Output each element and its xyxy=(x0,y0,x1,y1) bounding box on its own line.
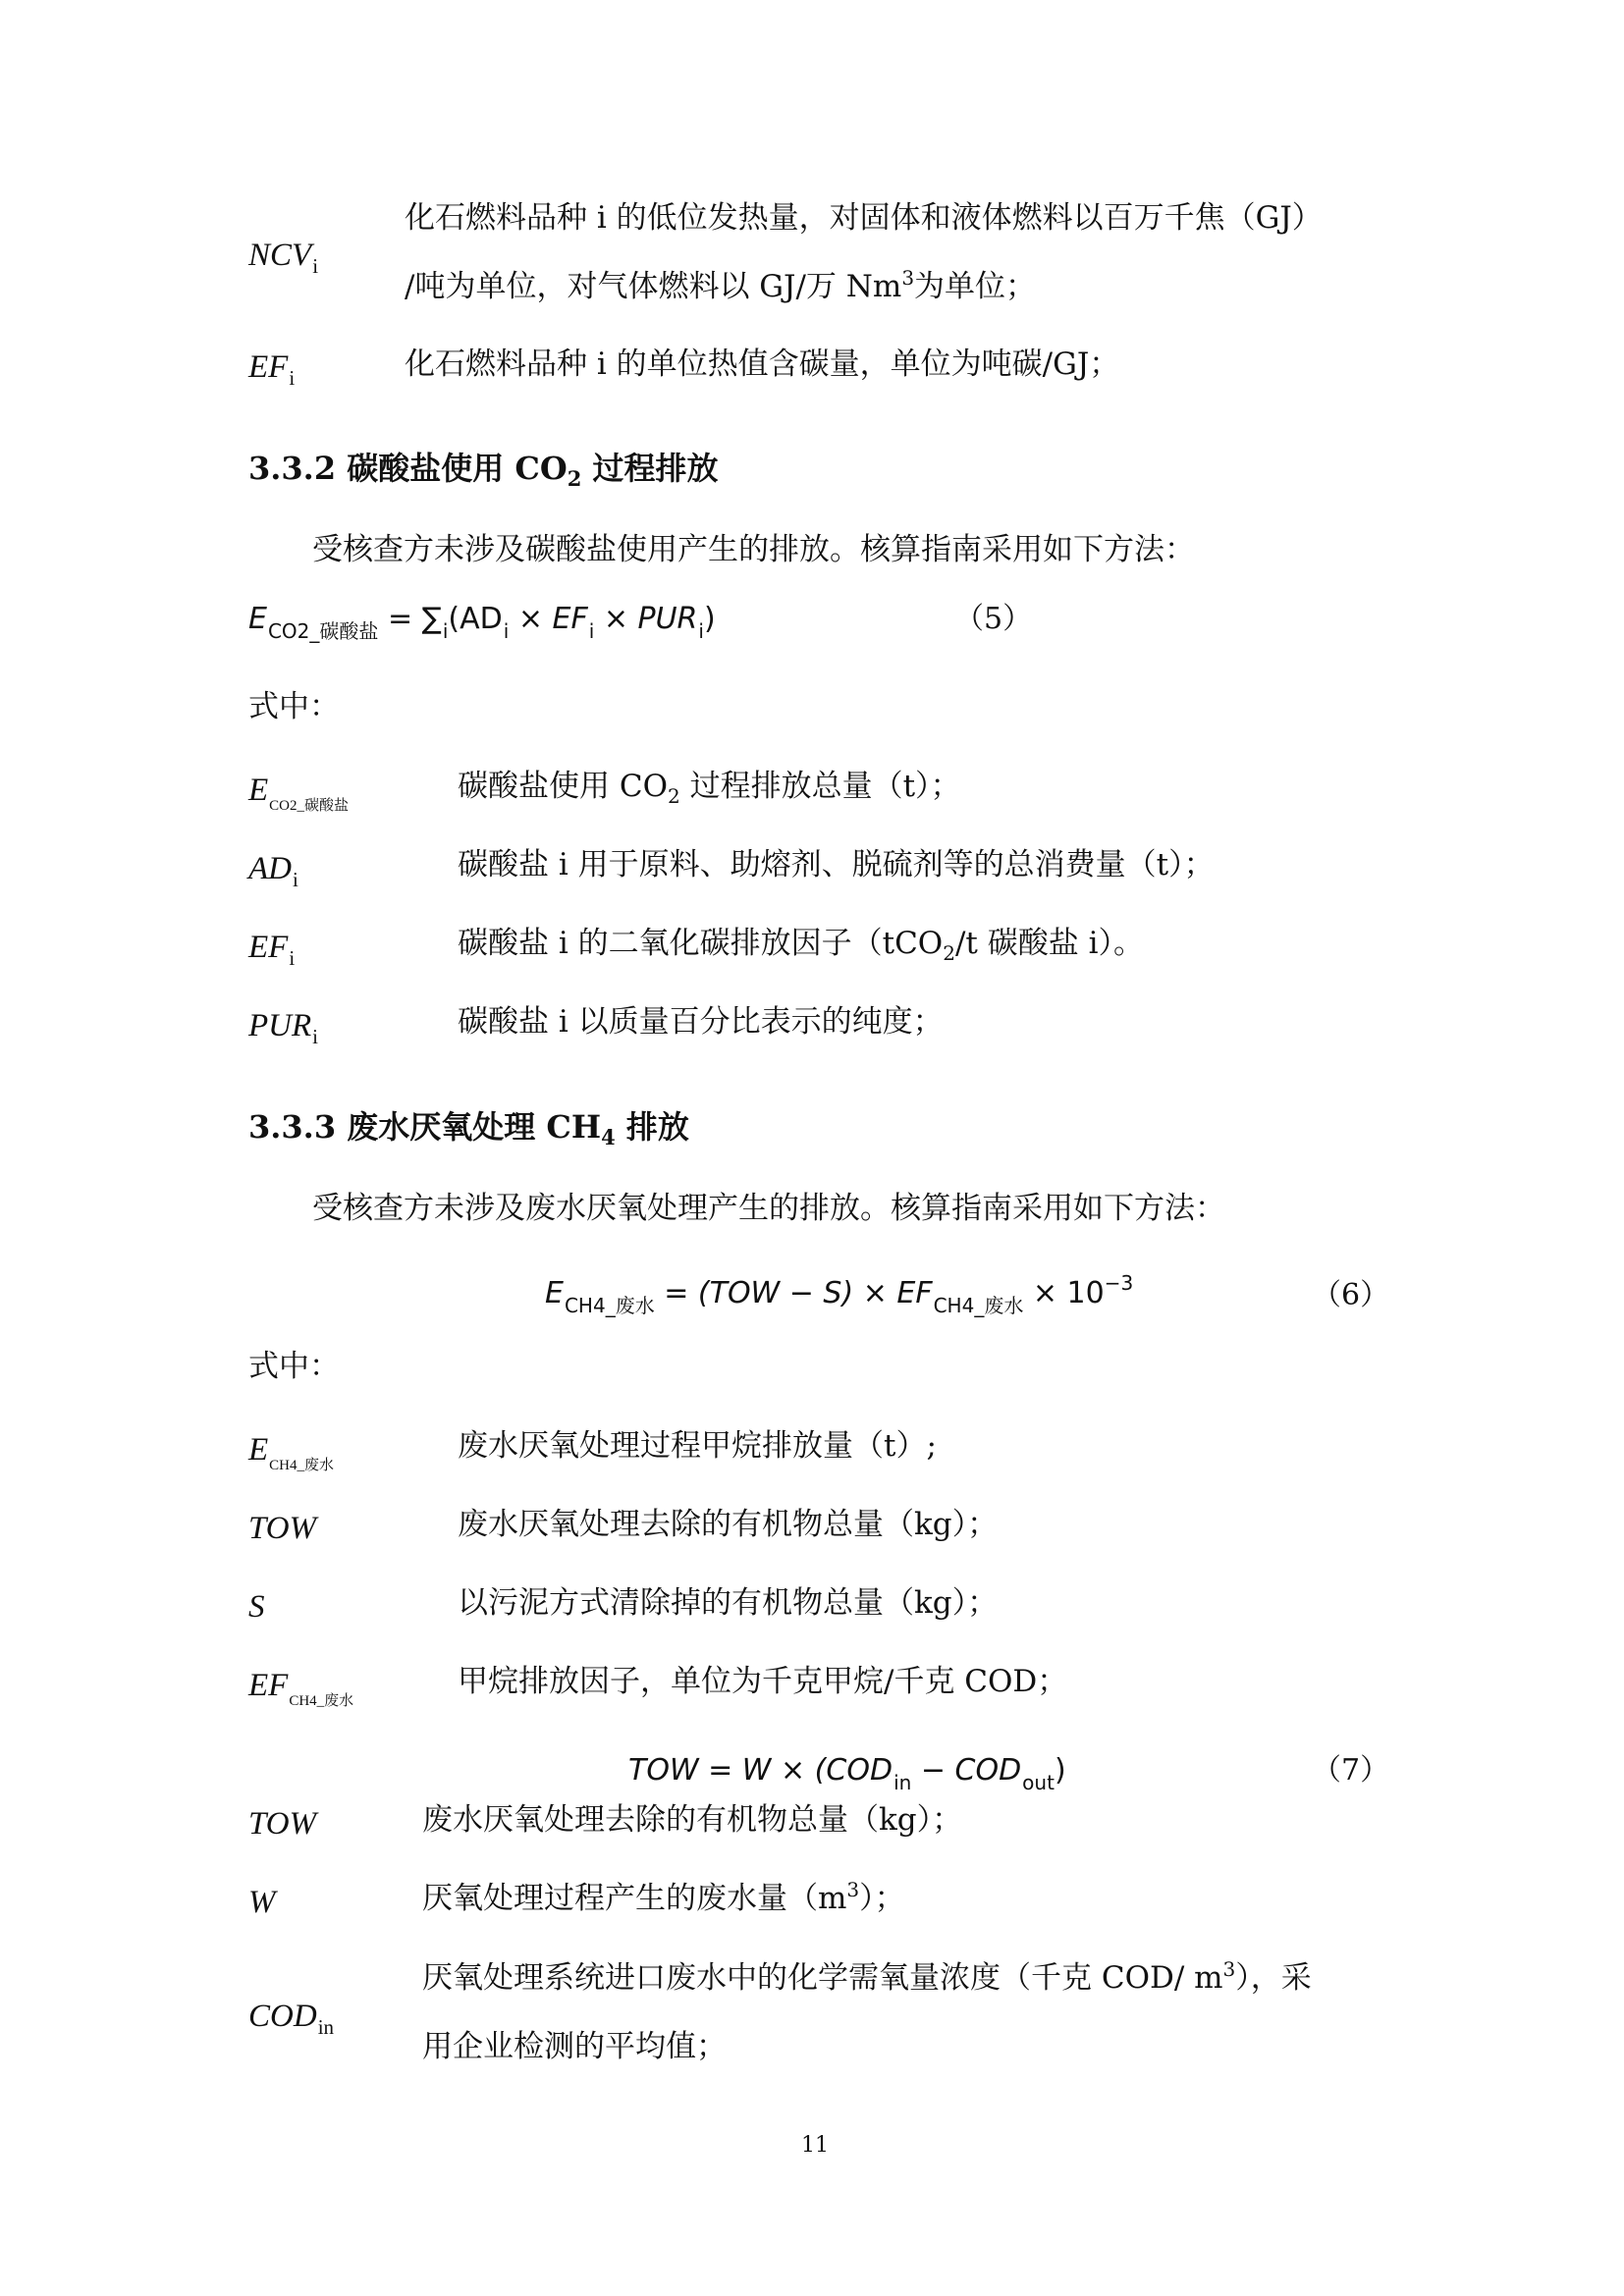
cod-in-definition-line2: 用企业检测的平均值； xyxy=(422,2029,727,2064)
pur-definition: 碳酸盐 i 以质量百分比表示的纯度； xyxy=(458,1004,944,1040)
where-label-332: 式中： xyxy=(248,689,340,724)
section-332-intro: 受核查方未涉及碳酸盐使用产生的排放。核算指南采用如下方法： xyxy=(312,532,1195,567)
e-co2-carbonate-symbol: $E_{CO2\_碳酸盐}$ xyxy=(248,773,350,814)
page-number: 11 xyxy=(801,2133,829,2158)
ad-symbol: $AD_i$ xyxy=(248,851,298,891)
ad-definition: 碳酸盐 i 用于原料、助熔剂、脱硫剂等的总消费量（t）； xyxy=(458,847,1215,882)
cod-in-symbol: $COD_{in}$ xyxy=(248,1999,335,2039)
e-ch4-wastewater-definition: 废水厌氧处理过程甲烷排放量（t）; xyxy=(458,1428,937,1464)
tow-symbol: TOW xyxy=(248,1511,317,1546)
tow-symbol-2: TOW xyxy=(248,1806,317,1842)
where-label-333: 式中： xyxy=(248,1349,340,1384)
equation-6: $E_{CH4\_废水} = (TOW - S) \times EF_{CH4\_废水} \times 10^{-3}$ xyxy=(545,1271,1134,1317)
equation-7-number: （7） xyxy=(1312,1753,1390,1788)
equation-6-number: （6） xyxy=(1312,1278,1390,1312)
section-333-heading: 3.3.3 废水厌氧处理 $CH_4$ 排放 xyxy=(248,1108,689,1149)
ncv-definition-line2: /吨为单位，对气体燃料以 GJ/万 Nm$^3$为单位； xyxy=(405,266,1037,304)
ncv-symbol: $NCV_i$ xyxy=(248,238,319,278)
ef-ch4-wastewater-definition: 甲烷排放因子，单位为千克甲烷/千克 COD； xyxy=(458,1664,1068,1699)
e-ch4-wastewater-symbol: $E_{CH4\_废水}$ xyxy=(248,1432,335,1473)
ef-ch4-wastewater-symbol: $EF_{CH4\_废水}$ xyxy=(248,1668,354,1709)
ef-definition-top: 化石燃料品种 i 的单位热值含碳量，单位为吨碳/GJ； xyxy=(405,347,1120,382)
ef-carbonate-definition: 碳酸盐 i 的二氧化碳排放因子（tCO$_2$/t 碳酸盐 i）。 xyxy=(458,926,1144,965)
ef-symbol-top: $EF_i$ xyxy=(248,349,296,390)
pur-symbol: $PUR_i$ xyxy=(248,1008,318,1048)
w-definition: 厌氧处理过程产生的废水量$(m^3)$； xyxy=(422,1878,905,1916)
ef-carbonate-symbol: $EF_i$ xyxy=(248,930,296,970)
section-333-intro: 受核查方未涉及废水厌氧处理产生的排放。核算指南采用如下方法： xyxy=(312,1191,1225,1226)
equation-5: $E_{CO2\_碳酸盐} = \sum_i(AD_i \times EF_i \times PUR_i)$ xyxy=(248,602,716,643)
tow-definition-2: 废水厌氧处理去除的有机物总量（kg）； xyxy=(422,1802,963,1838)
s-symbol: S xyxy=(248,1589,265,1625)
w-symbol: W xyxy=(248,1885,276,1920)
ncv-definition-line1: 化石燃料品种 i 的低位发热量，对固体和液体燃料以百万千焦（GJ） xyxy=(405,200,1323,236)
s-definition: 以污泥方式清除掉的有机物总量（kg）； xyxy=(458,1585,999,1621)
cod-in-definition-line1: 厌氧处理系统进口废水中的化学需氧量浓度（千克 COD/ $m^3$），采 xyxy=(422,1957,1312,1996)
equation-7: TOW = $W \times (COD_{in} - COD_{out})$ xyxy=(628,1753,1066,1794)
section-332-heading: 3.3.2 碳酸盐使用 $CO_2$ 过程排放 xyxy=(248,450,719,491)
equation-5-number: （5） xyxy=(954,602,1033,636)
tow-definition: 废水厌氧处理去除的有机物总量（kg）； xyxy=(458,1507,999,1542)
e-co2-carbonate-definition: 碳酸盐使用 $CO_2$ 过程排放总量（t）； xyxy=(458,769,961,808)
